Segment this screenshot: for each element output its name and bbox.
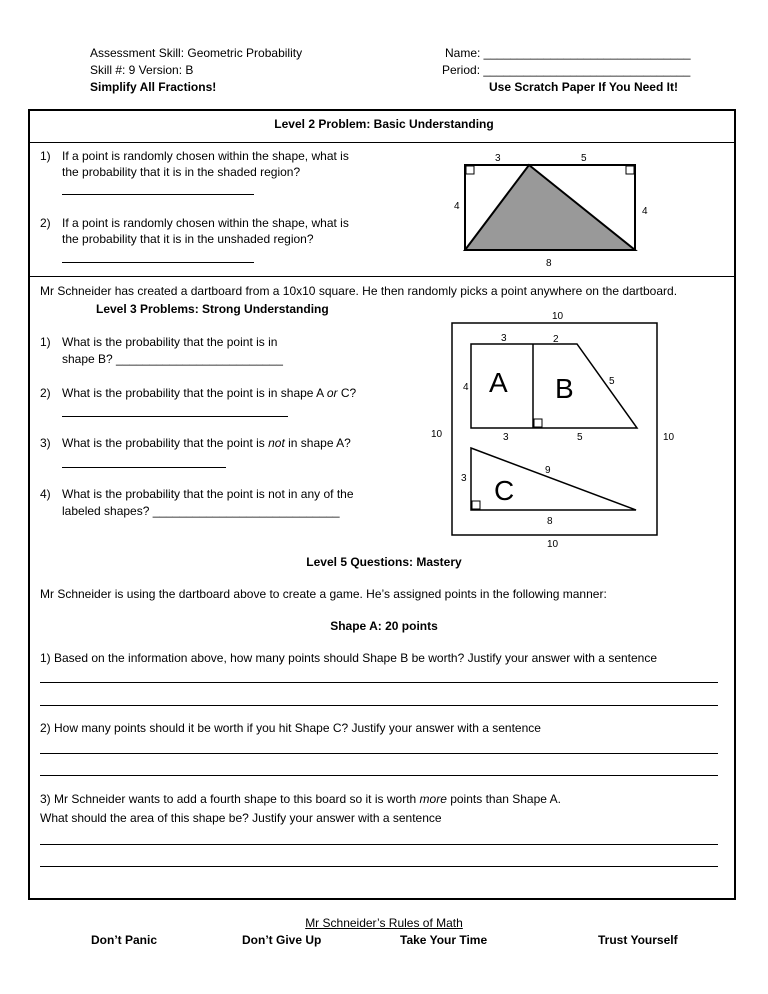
divider [28, 276, 736, 277]
skill-number: Skill #: 9 Version: B [90, 63, 194, 77]
l3-q3-number: 3) [40, 436, 51, 450]
l3-q4-line1: What is the probability that the point is not in any of the [62, 487, 354, 501]
simplify-note: Simplify All Fractions! [90, 80, 217, 94]
scratch-note: Use Scratch Paper If You Need It! [489, 80, 678, 94]
label-outer-right: 10 [663, 432, 675, 443]
assessment-skill: Assessment Skill: Geometric Probability [90, 46, 303, 60]
level3-title: Level 3 Problems: Strong Understanding [96, 302, 329, 316]
rule-dont-panic: Don’t Panic [91, 933, 158, 947]
label-c-hyp: 9 [545, 465, 551, 476]
q2-answer-line[interactable] [62, 262, 254, 263]
l5-q2-answer-line[interactable] [40, 753, 718, 754]
q1-answer-line[interactable] [62, 194, 254, 195]
label-a-left: 4 [463, 382, 469, 393]
q1-text-line2: the probability that it is in the shaded region? [62, 165, 301, 179]
l5-q1-text: 1) Based on the information above, how many points should Shape B be worth? Justify your answer with a sentence [40, 651, 658, 665]
l5-q3-line2: What should the area of this shape be? Justify your answer with a sentence [40, 811, 442, 825]
l5-q3-answer-line[interactable] [40, 844, 718, 845]
label-bottom: 8 [546, 258, 552, 269]
q1-number: 1) [40, 149, 51, 163]
level5-title: Level 5 Questions: Mastery [306, 555, 462, 569]
dartboard-figure [425, 306, 690, 552]
label-top-left: 3 [495, 153, 501, 164]
period-field[interactable]: Period: _______________________________ [442, 63, 691, 77]
right-angle-mark [466, 166, 474, 174]
right-angle-mark [626, 166, 634, 174]
label-b-slant: 5 [609, 376, 615, 387]
name-field[interactable]: Name: _______________________________ [445, 46, 691, 60]
label-outer-top: 10 [552, 311, 564, 322]
label-left: 4 [454, 201, 460, 212]
l3-q3-text: What is the probability that the point is not in shape A? [62, 436, 351, 450]
l5-q2-text: 2) How many points should it be worth if you hit Shape C? Justify your answer with a sentence [40, 721, 541, 735]
rule-dont-give-up: Don’t Give Up [242, 933, 322, 947]
label-b-bottom: 5 [577, 432, 583, 443]
label-b-top: 2 [553, 334, 559, 345]
divider [28, 142, 736, 143]
level2-figure [440, 148, 670, 272]
right-angle-mark [472, 501, 480, 509]
shape-c-label: C [494, 475, 515, 506]
label-outer-bottom: 10 [547, 539, 559, 550]
q2-number: 2) [40, 216, 51, 230]
l3-q2-number: 2) [40, 386, 51, 400]
l5-q1-answer-line[interactable] [40, 682, 718, 683]
l3-q1-number: 1) [40, 335, 51, 349]
label-top-right: 5 [581, 153, 587, 164]
shape-a-points: Shape A: 20 points [330, 619, 438, 633]
l3-q4-line2: labeled shapes? ____________________________ [62, 504, 340, 518]
shape-a-label: A [489, 367, 508, 398]
l3-q4-number: 4) [40, 487, 51, 501]
rules-title: Mr Schneider’s Rules of Math [305, 916, 463, 930]
label-a-bottom: 3 [503, 432, 509, 443]
label-outer-left: 10 [431, 429, 443, 440]
label-c-bottom: 8 [547, 516, 553, 527]
l5-q1-answer-line[interactable] [40, 705, 718, 706]
l3-q3-answer-line[interactable] [62, 467, 226, 468]
shaded-triangle [465, 165, 635, 250]
level3-intro: Mr Schneider has created a dartboard from a 10x10 square. He then randomly picks a point anywhere on the dartboard. [40, 284, 678, 298]
l3-q2-answer-line[interactable] [62, 416, 288, 417]
right-angle-mark [534, 419, 542, 427]
q2-text-line2: the probability that it is in the unshaded region? [62, 232, 314, 246]
l3-q1-line2: shape B? _________________________ [62, 352, 283, 366]
label-c-left: 3 [461, 473, 467, 484]
rule-trust-yourself: Trust Yourself [598, 933, 678, 947]
l5-q3-answer-line[interactable] [40, 866, 718, 867]
level2-title: Level 2 Problem: Basic Understanding [274, 117, 494, 131]
l5-q2-answer-line[interactable] [40, 775, 718, 776]
shape-b-label: B [555, 373, 574, 404]
label-a-top: 3 [501, 333, 507, 344]
level5-intro: Mr Schneider is using the dartboard above to create a game. He’s assigned points in the following manner: [40, 587, 607, 601]
q2-text-line1: If a point is randomly chosen within the shape, what is [62, 216, 349, 230]
label-right: 4 [642, 206, 648, 217]
dartboard-outline [452, 323, 657, 535]
l3-q2-text: What is the probability that the point is in shape A or C? [62, 386, 357, 400]
l3-q1-line1: What is the probability that the point is in [62, 335, 278, 349]
l5-q3-text: 3) Mr Schneider wants to add a fourth shape to this board so it is worth more points than Shape A. [40, 792, 561, 806]
q1-text-line1: If a point is randomly chosen within the shape, what is [62, 149, 349, 163]
rule-take-your-time: Take Your Time [400, 933, 488, 947]
